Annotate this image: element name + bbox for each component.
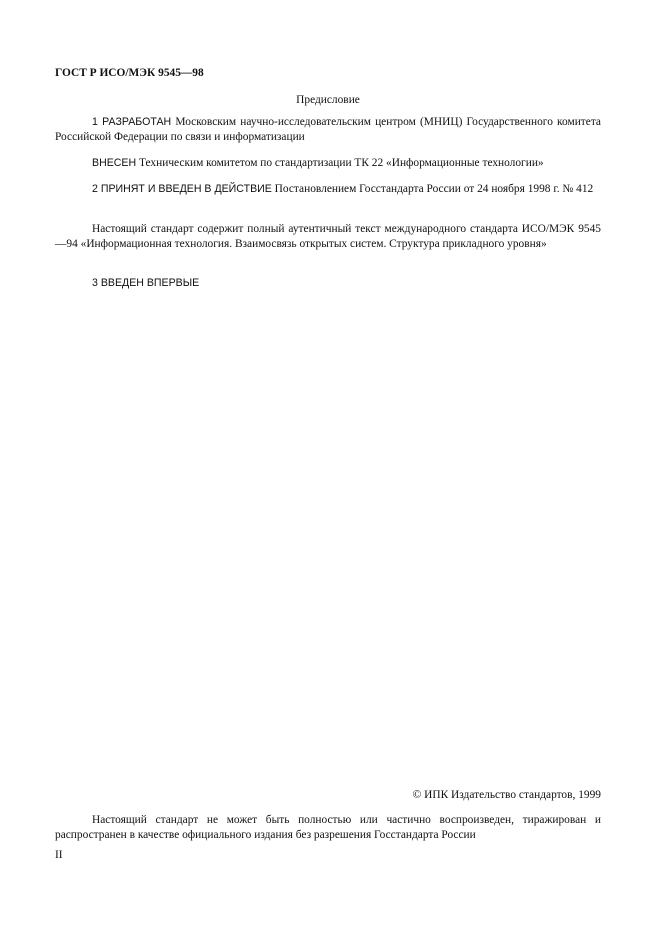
paragraph-text: Постановлением Госстандарта России от 24 ноября 1998 г. № 412 xyxy=(271,183,594,195)
paragraph-text: Московским научно-исследовательским центром (МНИЦ) Государственного комитета Российской Федерации по связи и информатизации xyxy=(55,116,601,143)
paragraph-introduced xyxy=(55,156,601,171)
copyright: © ИПК Издательство стандартов, 1999 xyxy=(412,789,601,801)
paragraph-text: Настоящий стандарт содержит полный аутентичный текст международного стандарта ИСО/МЭК 9545—94 «Информационная технология. Взаимосвязь открытых систем. Структура прикладного уровня» xyxy=(55,223,601,250)
paragraph-developed xyxy=(55,115,601,144)
document-header: ГОСТ Р ИСО/МЭК 9545—98 xyxy=(55,67,204,79)
paragraph-text: Техническим комитетом по стандартизации ТК 22 «Информационные технологии» xyxy=(136,157,544,169)
paragraph-lead: 2 ПРИНЯТ И ВВЕДЕН В ДЕЙСТВИЕ xyxy=(92,183,272,195)
paragraph-first-introduced xyxy=(55,276,601,291)
paragraph-lead: ВНЕСЕН xyxy=(92,157,137,169)
paragraph-adopted xyxy=(55,182,601,197)
paragraph-lead: 1 РАЗРАБОТАН xyxy=(92,116,172,128)
paragraph-lead: 3 ВВЕДЕН ВПЕРВЫЕ xyxy=(92,277,200,289)
reproduction-notice: Настоящий стандарт не может быть полностью или частично воспроизведен, тиражирован и распространен в качестве официального издания без разрешения Госстандарта России xyxy=(55,814,601,841)
page-number: II xyxy=(55,849,63,861)
paragraph-content xyxy=(55,222,601,251)
section-title: Предисловие xyxy=(296,94,360,106)
